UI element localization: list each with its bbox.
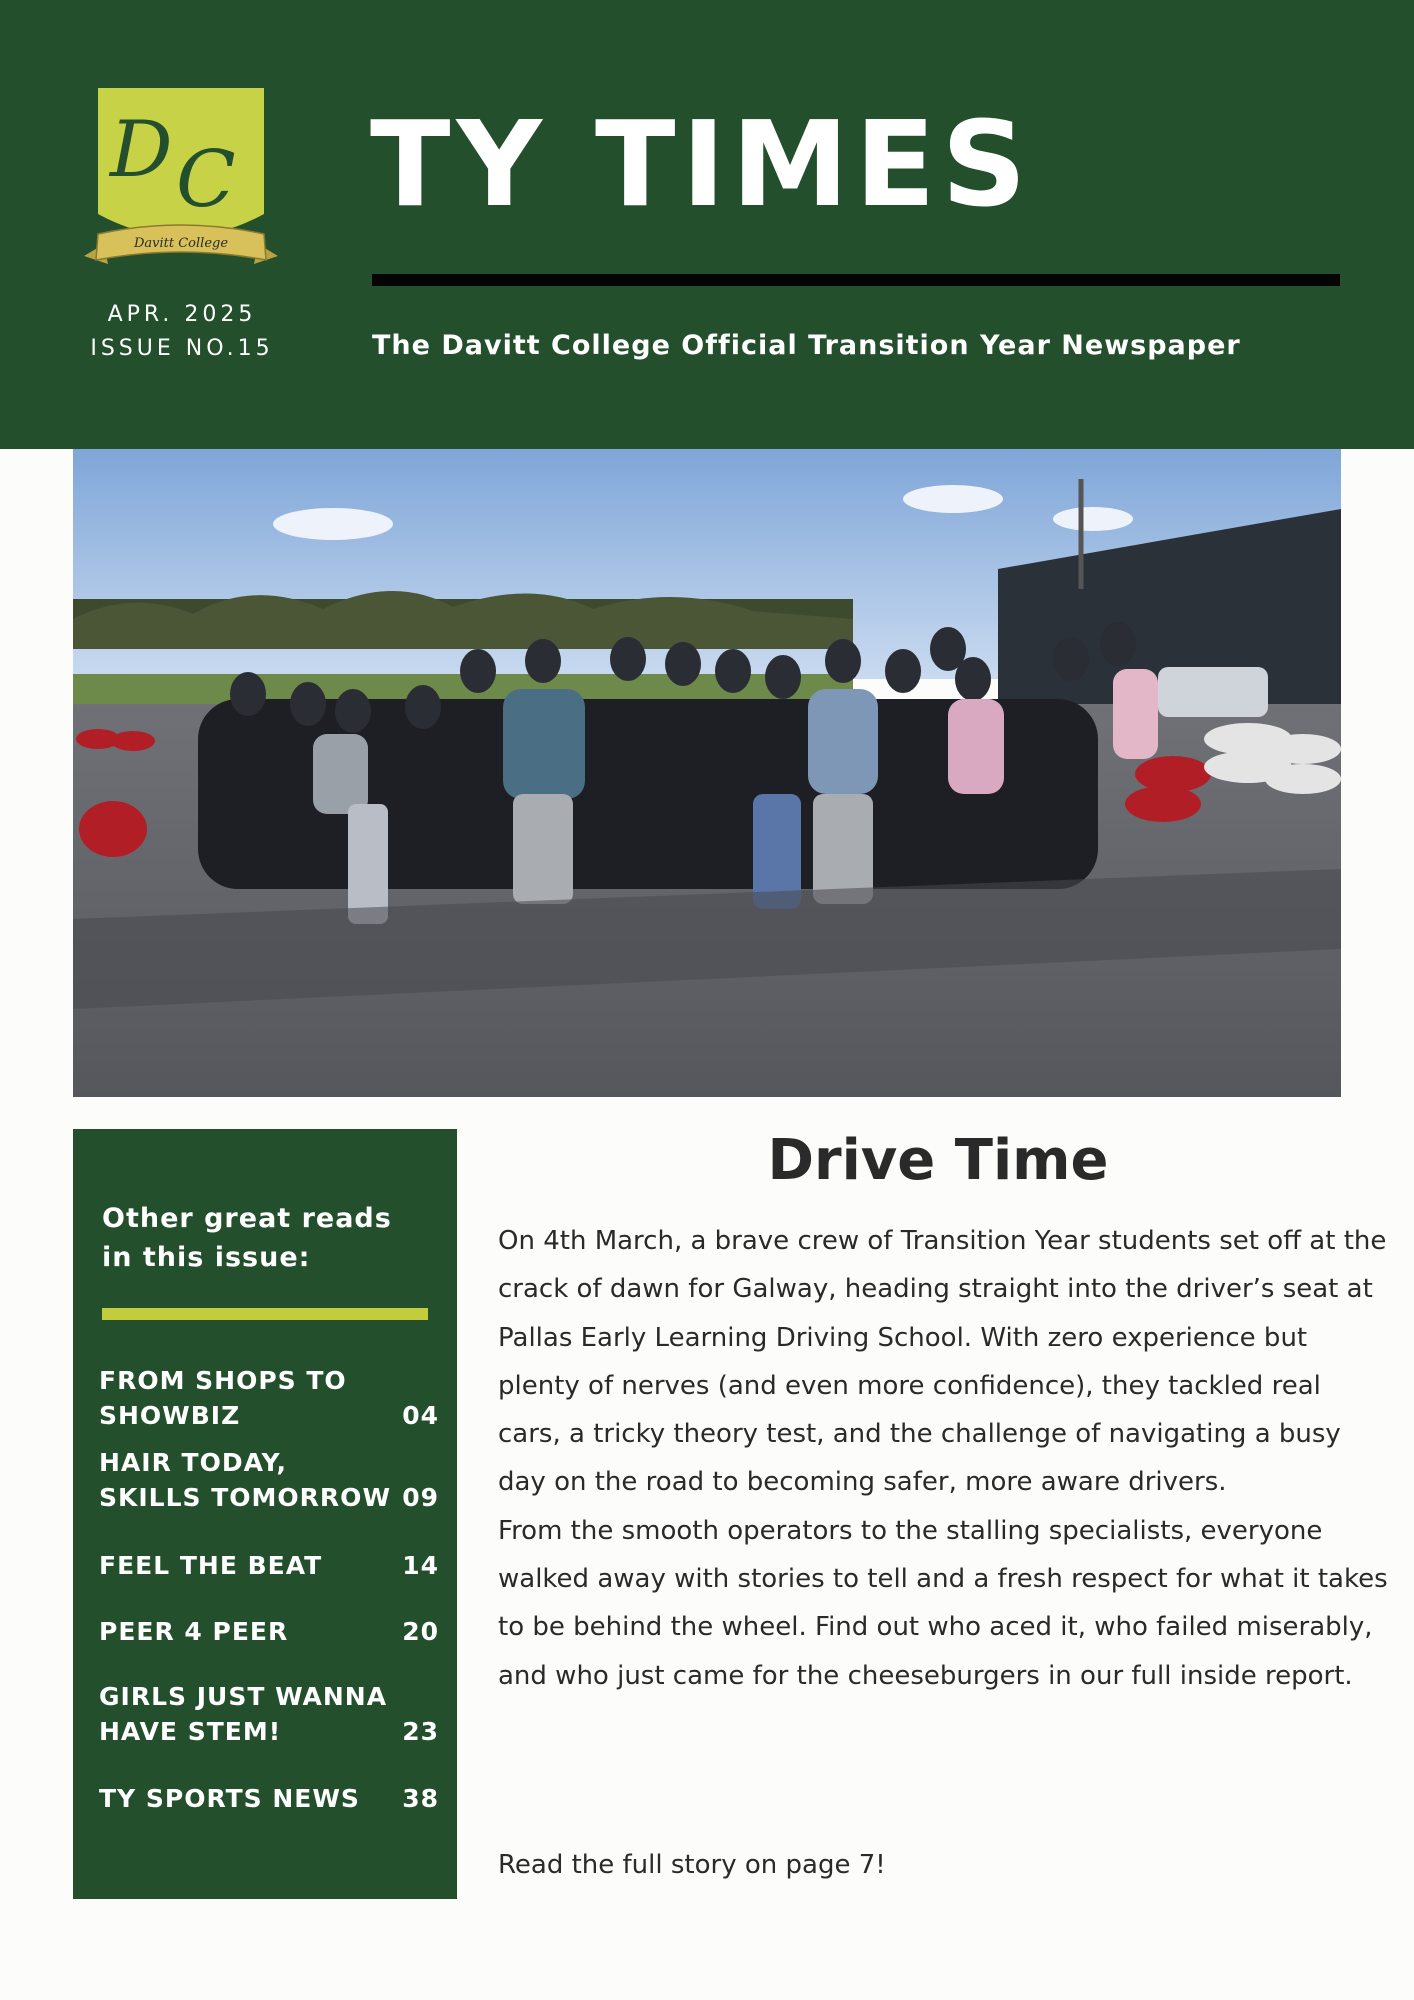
article-paragraph: From the smooth operators to the stalling specialists, everyone walked away with stories to tell and a fresh respect for what it takes to be behind the wheel. Find out who aced it, who failed miserably, and who just came for the cheeseburgers in our full inside report.: [498, 1515, 1388, 1691]
toc-item-page: 38: [402, 1784, 439, 1813]
hero-photo: [73, 449, 1341, 1097]
college-crest-logo: [84, 84, 278, 284]
toc-item-title: GIRLS JUST WANNA HAVE STEM!: [99, 1682, 388, 1746]
article-body: [498, 1217, 1388, 1700]
toc-item[interactable]: [99, 1679, 439, 1749]
toc-item-page: 09: [402, 1483, 439, 1512]
toc-item-page: 04: [402, 1401, 439, 1430]
toc-item-page: 20: [402, 1617, 439, 1646]
sidebar-heading: Other great reads in this issue:: [102, 1203, 392, 1273]
toc-item-title: PEER 4 PEER: [99, 1617, 289, 1646]
other-reads-sidebar: [73, 1129, 457, 1899]
read-more-link[interactable]: Read the full story on page 7!: [498, 1850, 886, 1880]
title-divider: [372, 274, 1340, 286]
toc-item-title: TY SPORTS NEWS: [99, 1784, 360, 1813]
newspaper-subtitle: The Davitt College Official Transition Year Newspaper: [372, 330, 1241, 361]
newspaper-title: TY TIMES: [370, 95, 1033, 233]
toc-item[interactable]: [99, 1781, 439, 1816]
issue-date: APR. 2025: [107, 302, 257, 327]
article-paragraph: On 4th March, a brave crew of Transition Year students set off at the crack of dawn for Galway, heading straight into the driver’s seat at Pallas Early Learning Driving School. With zero experience but plenty of nerves (and even more confidence), they tackled real cars, a tricky theory test, and the challenge of navigating a busy day on the road to becoming safer, more aware drivers.: [498, 1226, 1387, 1498]
toc-item-title: FEEL THE BEAT: [99, 1551, 323, 1580]
toc-item[interactable]: [99, 1445, 439, 1515]
masthead-banner: [0, 0, 1414, 449]
crest-monogram-d: D: [110, 105, 173, 195]
toc-item[interactable]: [99, 1363, 439, 1433]
toc-item-title: FROM SHOPS TO SHOWBIZ: [99, 1366, 347, 1430]
toc-item[interactable]: [99, 1548, 439, 1583]
group-photo-image: [73, 449, 1341, 1097]
toc-item-page: 23: [402, 1717, 439, 1746]
toc-item-title: HAIR TODAY, SKILLS TOMORROW: [99, 1448, 392, 1512]
sidebar-divider: [102, 1308, 428, 1320]
crest-monogram-c: C: [176, 135, 236, 225]
toc-item-page: 14: [402, 1551, 439, 1580]
article-title: Drive Time: [767, 1128, 1109, 1193]
toc-item[interactable]: [99, 1614, 439, 1649]
crest-banner-text: Davitt College: [133, 236, 229, 251]
issue-number: ISSUE NO.15: [90, 336, 274, 361]
